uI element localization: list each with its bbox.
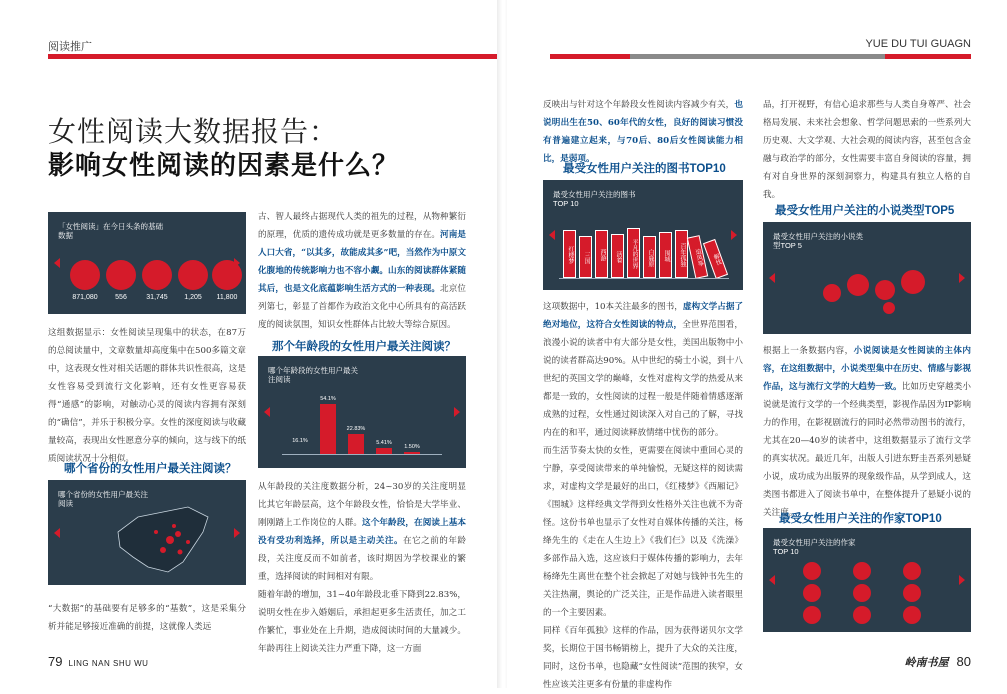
body-text: 根据上一条数据内容， [763,346,854,356]
body-text: 而生活节奏太快的女性，更需要在阅读中重回心灵的宁静，享受阅读带来的单纯愉悦，无疑这样的阅读需求，对虚构文学是最好的出口，《红楼梦》《西厢记》《围城》这样经典文学得到女性格外关注也就不为奇怪。这份书单也显示了女性对自媒体传播的关注，杨绛先生的《走在人生边上》《我们仨》以及《洗澡》多部作品入选，这应该归于媒体传播的影响力，去年杨绛先生离世在整个社会掀起了对她与钱钟书先生的关注热潮，舆论的广泛关注，正是作品进入读者眼里的一个主要因素。 [543,446,743,618]
chart-axis [282,454,442,455]
stat-value: 1,205 [184,294,202,301]
subheading-authors: 最受女性用户关注的作家TOP10 [779,513,942,525]
next-arrow-icon [454,407,460,417]
page-number: 80 [956,654,971,669]
age-bar-label: 54.1% [320,396,336,402]
book-spine: 红楼梦 [563,230,576,278]
author-avatar [903,562,921,580]
author-avatar [853,606,871,624]
age-bar [348,434,364,454]
article-title-line1: 女性阅读大数据报告： [48,116,339,147]
figure-heading: 最受女性用户关注的作家TOP 10 [773,538,856,556]
footer-right [905,654,971,670]
body-text: 从年龄段的关注度数据分析，24~30岁的关注度明显比其它年龄层高，这个年龄段女性，恰恰是大学毕业、刚刚踏上工作岗位的人群。 [258,482,466,528]
body-text: 品，打开视野，有信心追求那些与人类自身尊严、社会格局发展、未来社会想象、哲学问题思索的一些系列大历史观、大文学观、大社会观的阅读内容，甚至包含金融与政治学的部分，女性需要丰富自身阅读的容量，拥有对自身世界的深刻洞察力，构建具有独立人格的自我。 [763,100,971,200]
data-bubble [901,270,925,294]
header-red-bar-long [158,54,500,59]
book-spine: 活着 [611,234,624,278]
data-bubble [875,280,895,300]
china-map-icon [108,502,218,580]
subheading-books: 最受女性用户关注的图书TOP10 [563,163,726,175]
body-text-col3 [543,298,744,690]
next-arrow-icon [731,230,737,240]
book-spine: 百年孤独 [675,230,688,278]
stat-value: 31,745 [146,294,168,301]
author-avatar [903,584,921,602]
book-spine: 追风筝 [687,235,708,279]
body-text: 全世界范围看，浪漫小说的读者中有大部分是女性，美国出版物中小说的读者群高达90%。从中世纪的骑士小说，到十八世纪的英国文学的巅峰，女性对虚构文学的热爱从来都是一致的，女性阅读的过程一般是伴随着情感逐渐成熟的过程，女性通过阅读深入对自己的了解，寻找内在的和平，通过阅读释放情绪中忧伤的部分。 [543,320,743,438]
data-bubble [883,302,895,314]
data-bubble [847,274,869,296]
body-text: 比如历史穿越类小说就是流行文学的一个经典类型，影视作品因为IP影响力的作用，在影视剧流行的同时必然带动图书的流行，尤其在20—40岁的读者中，这组数据显示了流行文学的真实状况。最近几年，出版人引进东野圭吾系列悬疑小说，成功成为出版界的现象级作品，从学到成人，这类图书都进入了阅读书单中，在整体提升了悬疑小说的关注度。 [763,382,971,518]
stat-circle [212,260,242,290]
header-gray-bar [630,54,885,59]
article-title-line2: 影响女性阅读的因素是什么？ [48,150,400,180]
author-avatar [853,584,871,602]
subheading-novel-types: 最受女性用户关注的小说类型TOP5 [775,205,955,217]
body-text: 反映出与针对这个年龄段女性阅读内容减少有关， [543,100,735,110]
book-spine: 围城 [659,232,672,278]
age-bar-label: 16.1% [292,438,308,444]
figure-heading: 哪个省份的女性用户最关注阅读 [58,490,148,508]
right-page [507,0,1007,688]
body-text-col3-top [543,96,743,164]
body-text-col2 [258,208,466,330]
body-text-emphasis: 这个年龄段，在阅读上基本没有受功利选择，所以是主动关注。 [258,518,466,546]
prev-arrow-icon [54,258,60,268]
book-spine: 平凡的世界 [627,228,640,278]
book-spine: 白鹿原 [643,236,656,278]
age-bar-label: 1.50% [404,444,420,450]
subheading-province: 哪个省份的女性用户最关注阅读？ [64,463,237,475]
stat-circle [178,260,208,290]
figure-province-map [48,480,246,585]
body-text-emphasis: 也说明出生在50、60年代的女性，良好的阅读习惯没有普遍建立起来，与70后、80后女性阅读能力相比，是弱项。 [543,100,743,164]
body-text-emphasis: 河南是人口大省，“以其多，故能成其多”吧，当然作为中原文化腹地的传统影响力也不容小觑。山东的阅读群体紧随其后，也是文化底蕴影响生活方式的一种表现。 [258,230,466,294]
stat-value: 871,080 [72,294,98,301]
author-avatar [853,562,871,580]
next-arrow-icon [234,528,240,538]
body-text: 随着年龄的增加，31~40年龄段北垂下降到22.83%，说明女性在步入婚姻后，承担起更多生活责任，加之工作繁忙，事业处在上升期，造成阅读时间的大量减少。年龄再往上阅读关注力严重下降，这一方面 [258,590,466,654]
footer-brand: 岭南书屋 [904,657,949,669]
header-red-bar [550,54,630,59]
footer-left [48,654,148,669]
body-text-col4-top [763,96,971,200]
body-text-col4 [763,342,971,518]
subheading-age: 那个年龄段的女性用户最关注阅读？ [272,341,456,353]
stat-circle [70,260,100,290]
figure-novel-types [763,222,971,334]
stat-value: 556 [115,294,127,301]
body-text-emphasis: 小说阅读是女性阅读的主体内容，在这组数据中，小说类型集中在历史、情感与影视作品，这与流行文学的大趋势一致。 [763,346,971,392]
body-text: 古、智人最终占据现代人类的祖先的过程，从物种繁衍的原理，优质的遗传成功就是更多数量的存在。 [258,212,466,240]
author-avatar [803,606,821,624]
figure-authors [763,528,971,632]
figure-heading: 哪个年龄段的女性用户最关注阅读 [268,366,358,384]
author-avatar [803,562,821,580]
figure-heading: 最受女性用户关注的小说类型TOP 5 [773,232,863,250]
body-text: 在它之前的年龄段，关注度反而不如前者，该时期因为学校课业的繁重，选择阅读的时间相对有限。 [258,536,466,582]
figure-heading: 最受女性用户关注的图书TOP 10 [553,190,636,208]
footer-title: LING NAN SHU WU [68,659,149,668]
body-text: 北京位列第七，彰显了首都作为政治文化中心所具有的高活跃度的阅读氛围，知识女性群体占比较大等综合原因。 [258,284,466,330]
age-bar-label: 5.41% [376,440,392,446]
age-bar [320,404,336,454]
next-arrow-icon [959,575,965,585]
body-text: “大数据”的基础要有足够多的“基数”，这是采集分析并能足够接近准确的前提，这就像人类远 [48,604,246,632]
stat-value: 11,800 [216,294,238,301]
header-red-bar [48,54,158,59]
page-number: 79 [48,654,63,669]
body-text-col1-bottom [48,600,246,640]
figure-heading: 「女性阅读」在今日头条的基础数据 [58,222,163,240]
figure-books-top10 [543,180,743,290]
stat-circle [142,260,172,290]
stat-circle [106,260,136,290]
figure-age-bars [258,356,466,468]
body-text-col2-lower [258,478,466,654]
body-text: 这项数据中，10本关注最多的图书， [543,302,683,312]
prev-arrow-icon [769,575,775,585]
book-spine: 三国 [579,236,592,278]
prev-arrow-icon [54,528,60,538]
section-label-left: 阅读推广 [48,41,92,53]
data-bubble [823,284,841,302]
body-text-col1 [48,324,246,464]
prev-arrow-icon [549,230,555,240]
body-text: 这组数据显示：女性阅读呈现集中的状态，在87万的总阅读量中，文章数量却高度集中在500多篇文章中，这表现女性对相关话题的群体共识性很高，这是女性容易受到流行文化影响，还有女性更容易获得“通感”的影响，对触动心灵的阅读内容拥有深刻的“确信”，并乐于积极分享。女性的深度阅读与收藏量较高，表现出女性愿意分享的倾向，这与线下的纸质阅读状况十分相似。 [48,328,246,464]
age-bar-label: 22.83% [346,426,366,432]
body-text-emphasis: 虚构文学占据了绝对地位，这符合女性阅读的特点， [543,302,744,330]
header-red-bar [885,54,971,59]
shelf-line [559,278,729,279]
body-text: 同样《百年孤独》这样的作品，因为获得诺贝尔文学奖，长期位于国书畅销榜上，提升了大众的关注度，同时，这份书单，也隐藏“女性阅读”范围的狭窄，女性应该关注更多有份量的非虚构作 [543,626,743,690]
author-avatar [803,584,821,602]
next-arrow-icon [959,273,965,283]
book-spine: 解忧 [703,239,728,279]
book-spine: 西游 [595,230,608,278]
section-label-right: YUE DU TUI GUAGN [865,38,971,50]
figure-basic-data [48,212,246,314]
left-page [0,0,500,688]
prev-arrow-icon [264,407,270,417]
author-avatar [903,606,921,624]
prev-arrow-icon [769,273,775,283]
